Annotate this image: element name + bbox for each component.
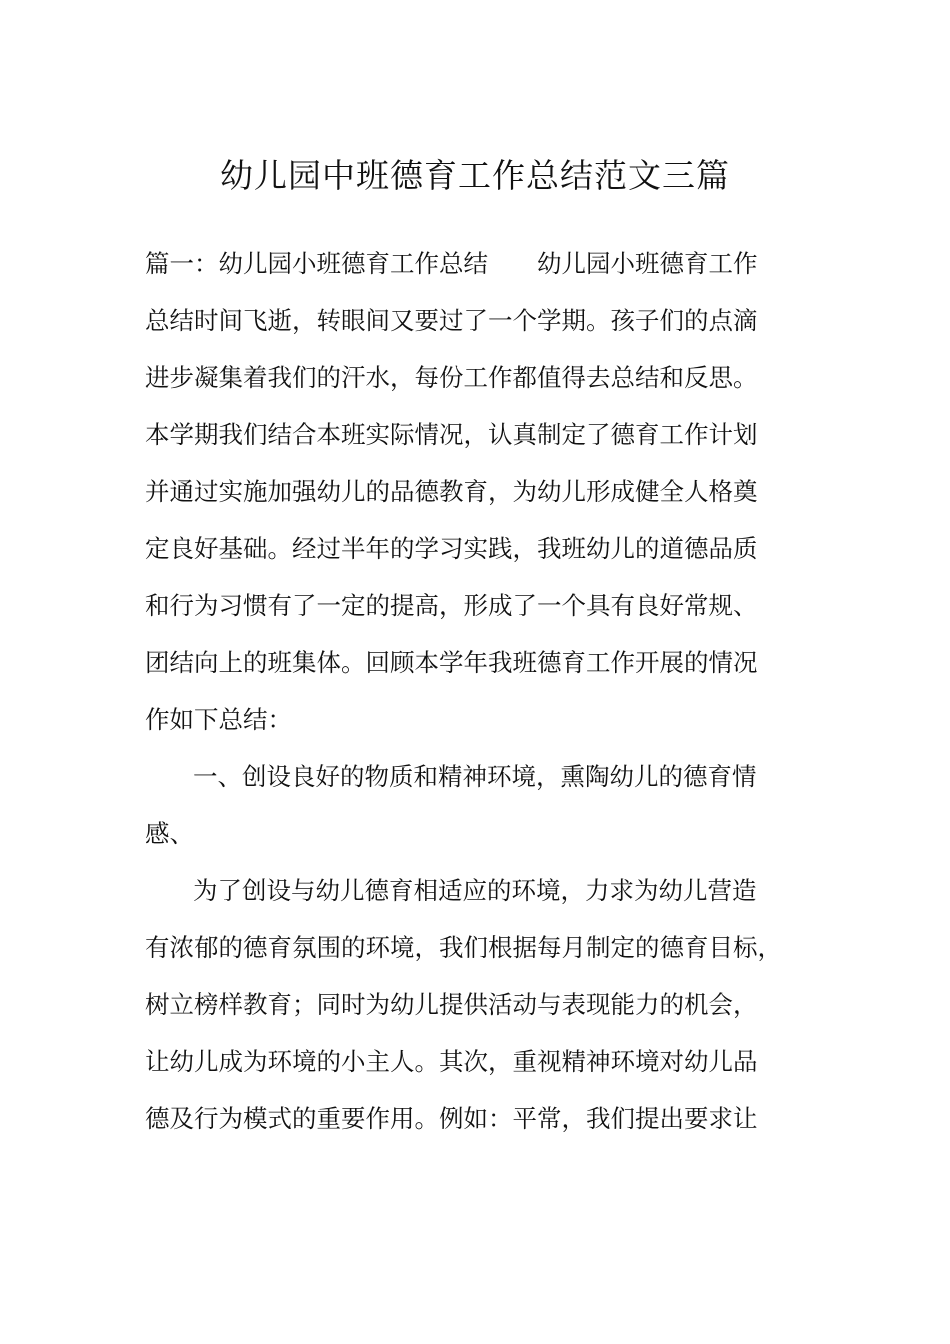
text-line: 篇一：幼儿园小班德育工作总结 幼儿园小班德育工作 bbox=[145, 249, 758, 278]
text-line: 和行为习惯有了一定的提高，形成了一个具有良好常规、 bbox=[145, 591, 758, 620]
text-line: 团结向上的班集体。回顾本学年我班德育工作开展的情况 bbox=[145, 648, 758, 677]
text-line: 总结时间飞逝，转眼间又要过了一个学期。孩子们的点滴 bbox=[145, 306, 758, 335]
section-heading-line: 一、创设良好的物质和精神环境，熏陶幼儿的德育情 bbox=[193, 762, 757, 791]
text-line: 定良好基础。经过半年的学习实践，我班幼儿的道德品质 bbox=[145, 534, 758, 563]
text-line: 树立榜样教育；同时为幼儿提供活动与表现能力的机会， bbox=[145, 990, 758, 1019]
text-line: 作如下总结： bbox=[145, 705, 292, 734]
text-line: 为了创设与幼儿德育相适应的环境，力求为幼儿营造 bbox=[193, 876, 757, 905]
text-line: 本学期我们结合本班实际情况，认真制定了德育工作计划 bbox=[145, 420, 758, 449]
text-line: 并通过实施加强幼儿的品德教育，为幼儿形成健全人格奠 bbox=[145, 477, 758, 506]
text-line: 进步凝集着我们的汗水，每份工作都值得去总结和反思。 bbox=[145, 363, 758, 392]
document-title: 幼儿园中班德育工作总结范文三篇 bbox=[220, 156, 730, 195]
text-line: 让幼儿成为环境的小主人。其次，重视精神环境对幼儿品 bbox=[145, 1047, 758, 1076]
section-heading-line: 感、 bbox=[145, 819, 194, 848]
text-line: 有浓郁的德育氛围的环境，我们根据每月制定的德育目标， bbox=[145, 933, 782, 962]
text-line: 德及行为模式的重要作用。例如：平常，我们提出要求让 bbox=[145, 1104, 758, 1133]
